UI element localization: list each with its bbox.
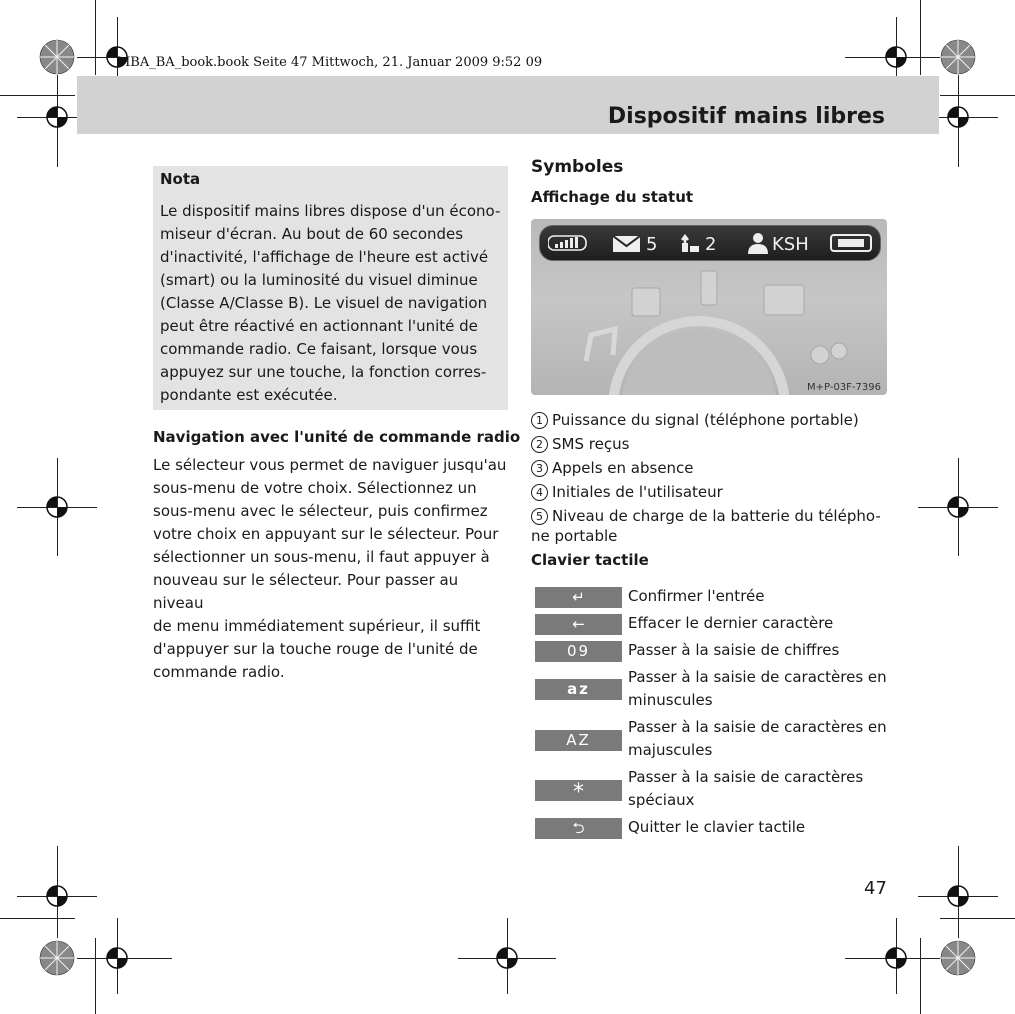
key-description: Quitter le clavier tactile — [628, 818, 806, 836]
clavier-heading: Clavier tactile — [531, 551, 649, 569]
key-description: Confirmer l'entrée — [628, 587, 765, 605]
legend-item — [531, 507, 881, 525]
nota-line: peut être réactivé en actionnant l'unité de — [160, 317, 478, 335]
status-heading: Affichage du statut — [531, 188, 694, 206]
navigation-line: votre choix en appuyant sur le sélecteur. Pour — [153, 525, 499, 543]
key-description-line: majuscules — [628, 741, 713, 759]
nota-line: miseur d'écran. Au bout de 60 secondes — [160, 225, 464, 243]
user-icon — [746, 232, 770, 254]
user-initials: KSH — [772, 234, 809, 255]
navigation-line: d'appuyer sur la touche rouge de l'unité de — [153, 640, 478, 658]
battery-icon — [830, 234, 874, 252]
nota-line: pondante est exécutée. — [160, 386, 338, 404]
nota-line: commande radio. Ce faisant, lorsque vous — [160, 340, 478, 358]
navigation-line: Le sélecteur vous permet de naviguer jusqu'au — [153, 456, 507, 474]
missed-count: 2 — [705, 234, 717, 255]
lowercase-key: az — [535, 679, 622, 700]
legend-text: Niveau de charge de la batterie du télépho- — [552, 507, 881, 525]
key-description-line: Passer à la saisie de caractères en — [628, 718, 887, 736]
legend-text: Puissance du signal (téléphone portable) — [552, 411, 859, 429]
navigation-line: sous-menu de votre choix. Sélectionnez un — [153, 479, 477, 497]
status-display-image — [531, 219, 887, 395]
symboles-heading: Symboles — [531, 157, 624, 177]
key-description-line: Passer à la saisie de caractères — [628, 768, 864, 786]
navigation-line: sous-menu avec le sélecteur, puis confirmez — [153, 502, 488, 520]
legend-item — [531, 483, 723, 501]
navigation-line: sélectionner un sous-menu, il faut appuyer à — [153, 548, 490, 566]
key-description — [628, 666, 890, 712]
legend-text: Appels en absence — [552, 459, 694, 477]
key-description-line: Passer à la saisie de caractères en — [628, 668, 887, 686]
status-bar — [539, 225, 881, 261]
navigation-line: commande radio. — [153, 663, 285, 681]
page-number: 47 — [864, 878, 887, 899]
legend-number: 1 — [531, 412, 548, 429]
legend-text: Initiales de l'utilisateur — [552, 483, 723, 501]
key-description — [628, 716, 890, 762]
legend-item — [531, 459, 694, 477]
nota-line: (smart) ou la luminosité du visuel diminue — [160, 271, 478, 289]
key-description-line: spéciaux — [628, 791, 695, 809]
key-description: Passer à la saisie de chiffres — [628, 641, 840, 659]
nota-line: appuyez sur une touche, la fonction corres- — [160, 363, 487, 381]
missed-call-icon — [679, 234, 701, 254]
special-chars-key: * — [535, 780, 622, 801]
sms-envelope-icon — [612, 235, 642, 253]
image-credit: M+P-03F-7396 — [807, 382, 881, 393]
key-description: Effacer le dernier caractère — [628, 614, 834, 632]
digits-key: 09 — [535, 641, 622, 662]
nota-line: Le dispositif mains libres dispose d'un écono- — [160, 202, 501, 220]
backspace-key: ← — [535, 614, 622, 635]
print-slug: MBA_BA_book.book Seite 47 Mittwoch, 21. Januar 2009 9:52 09 — [117, 55, 543, 70]
nota-line: (Classe A/Classe B). Le visuel de navigation — [160, 294, 488, 312]
key-description-line: minuscules — [628, 691, 713, 709]
navigation-heading: Navigation avec l'unité de commande radio — [153, 428, 521, 446]
legend-number: 4 — [531, 484, 548, 501]
nota-text — [160, 200, 505, 407]
signal-strength-icon — [548, 234, 588, 252]
navigation-text — [153, 454, 513, 684]
nota-box — [153, 166, 508, 410]
nota-title: Nota — [160, 170, 201, 188]
page-title: Dispositif mains libres — [607, 104, 885, 129]
confirm-key: ↵ — [535, 587, 622, 608]
nota-line: d'inactivité, l'affichage de l'heure est activé — [160, 248, 489, 266]
navigation-line: nouveau sur le sélecteur. Pour passer au niveau — [153, 571, 459, 612]
legend-item — [531, 435, 629, 453]
legend-text: SMS reçus — [552, 435, 630, 453]
legend-number: 5 — [531, 508, 548, 525]
sms-count: 5 — [646, 234, 658, 255]
legend-number: 2 — [531, 436, 548, 453]
key-description — [628, 766, 890, 812]
navigation-line: de menu immédiatement supérieur, il suffit — [153, 617, 481, 635]
legend-number: 3 — [531, 460, 548, 477]
uppercase-key: AZ — [535, 730, 622, 751]
legend-item — [531, 411, 859, 429]
exit-keyboard-key: ⮌ — [535, 818, 622, 839]
legend-item-continuation: ne portable — [531, 527, 618, 545]
